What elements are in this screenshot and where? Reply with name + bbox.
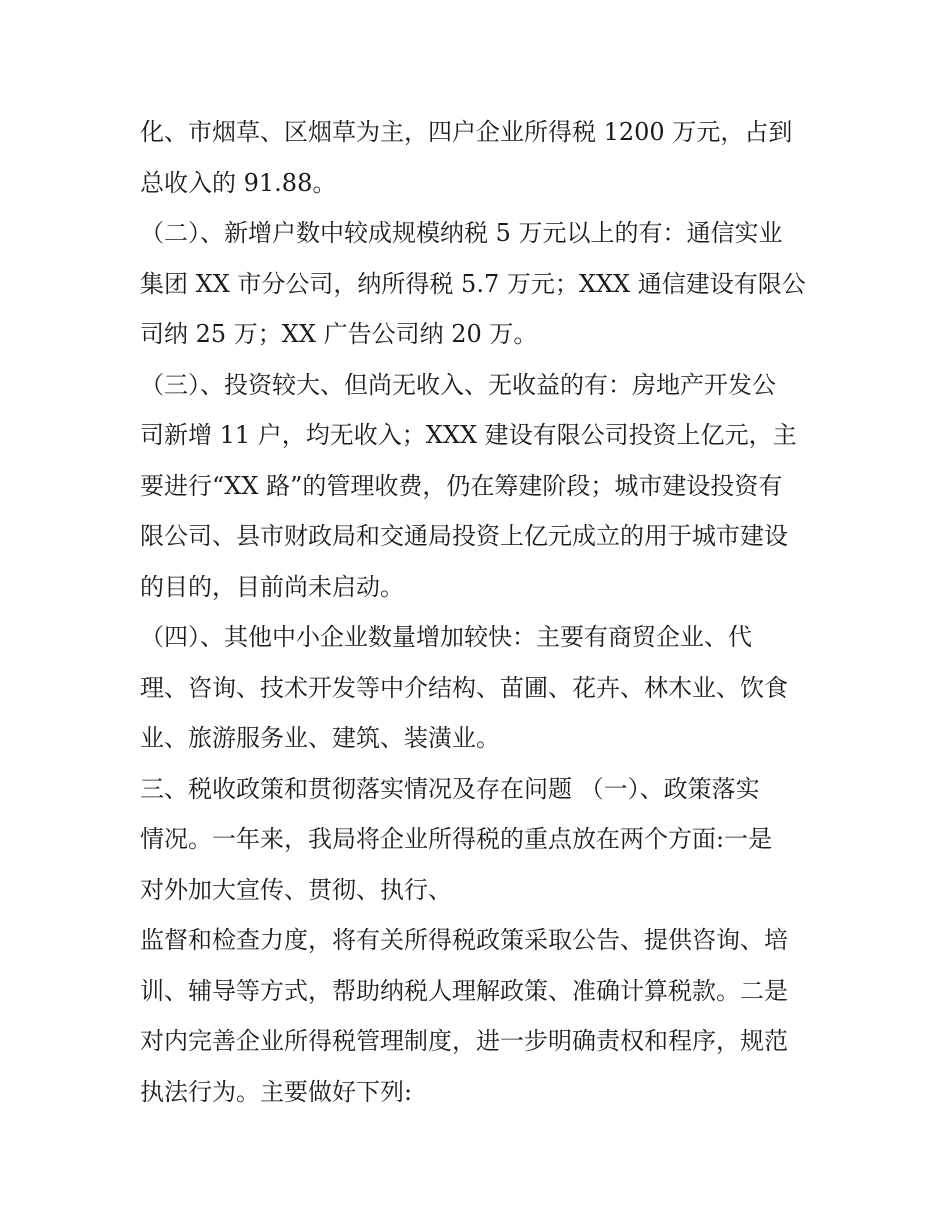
text-line: 三、税收政策和贯彻落实情况及存在问题 （一）、政策落实 (140, 774, 760, 803)
text-line: （三）、投资较大、但尚无收入、无收益的有：房地产开发公 (140, 370, 776, 399)
text-line: （四）、其他中小企业数量增加较快：主要有商贸企业、代 (140, 623, 752, 651)
text-line: 的目的，目前尚未启动。 (140, 572, 404, 601)
text-line: 司纳 25 万；XX 广告公司纳 20 万。 (140, 320, 538, 348)
text-line: 化、市烟草、区烟草为主，四户企业所得税 1200 万元，占到 (140, 118, 793, 146)
text-line: 业、旅游服务业、建筑、装潢业。 (140, 724, 500, 752)
text-line: 对外加大宣传、贯彻、执行、 (140, 875, 452, 904)
text-line: 总收入的 91.88。 (140, 168, 337, 197)
text-line: 执法行为。主要做好下列: (140, 1077, 413, 1106)
text-line: 司新增 11 户，均无收入；XXX 建设有限公司投资上亿元，主 (140, 421, 797, 449)
document-body (140, 107, 820, 1117)
text-line: 情况。一年来，我局将企业所得税的重点放在两个方面:一是 (140, 825, 773, 853)
text-line: 限公司、县市财政局和交通局投资上亿元成立的用于城市建设 (140, 522, 788, 550)
text-line: 对内完善企业所得税管理制度，进一步明确责权和程序，规范 (140, 1027, 788, 1055)
text-line: 监督和检查力度，将有关所得税政策采取公告、提供咨询、培 (140, 926, 788, 954)
text-line: （二）、新增户数中较成规模纳税 5 万元以上的有：通信实业 (140, 219, 783, 247)
text-line: 理、咨询、技术开发等中介结构、苗圃、花卉、林木业、饮食 (140, 673, 788, 702)
text-line: 集团 XX 市分公司，纳所得税 5.7 万元；XXX 通信建设有限公 (140, 269, 806, 298)
text-line: 要进行“XX 路”的管理收费，仍在筹建阶段；城市建设投资有 (140, 471, 783, 500)
text-line: 训、辅导等方式，帮助纳税人理解政策、准确计算税款。二是 (140, 976, 788, 1005)
